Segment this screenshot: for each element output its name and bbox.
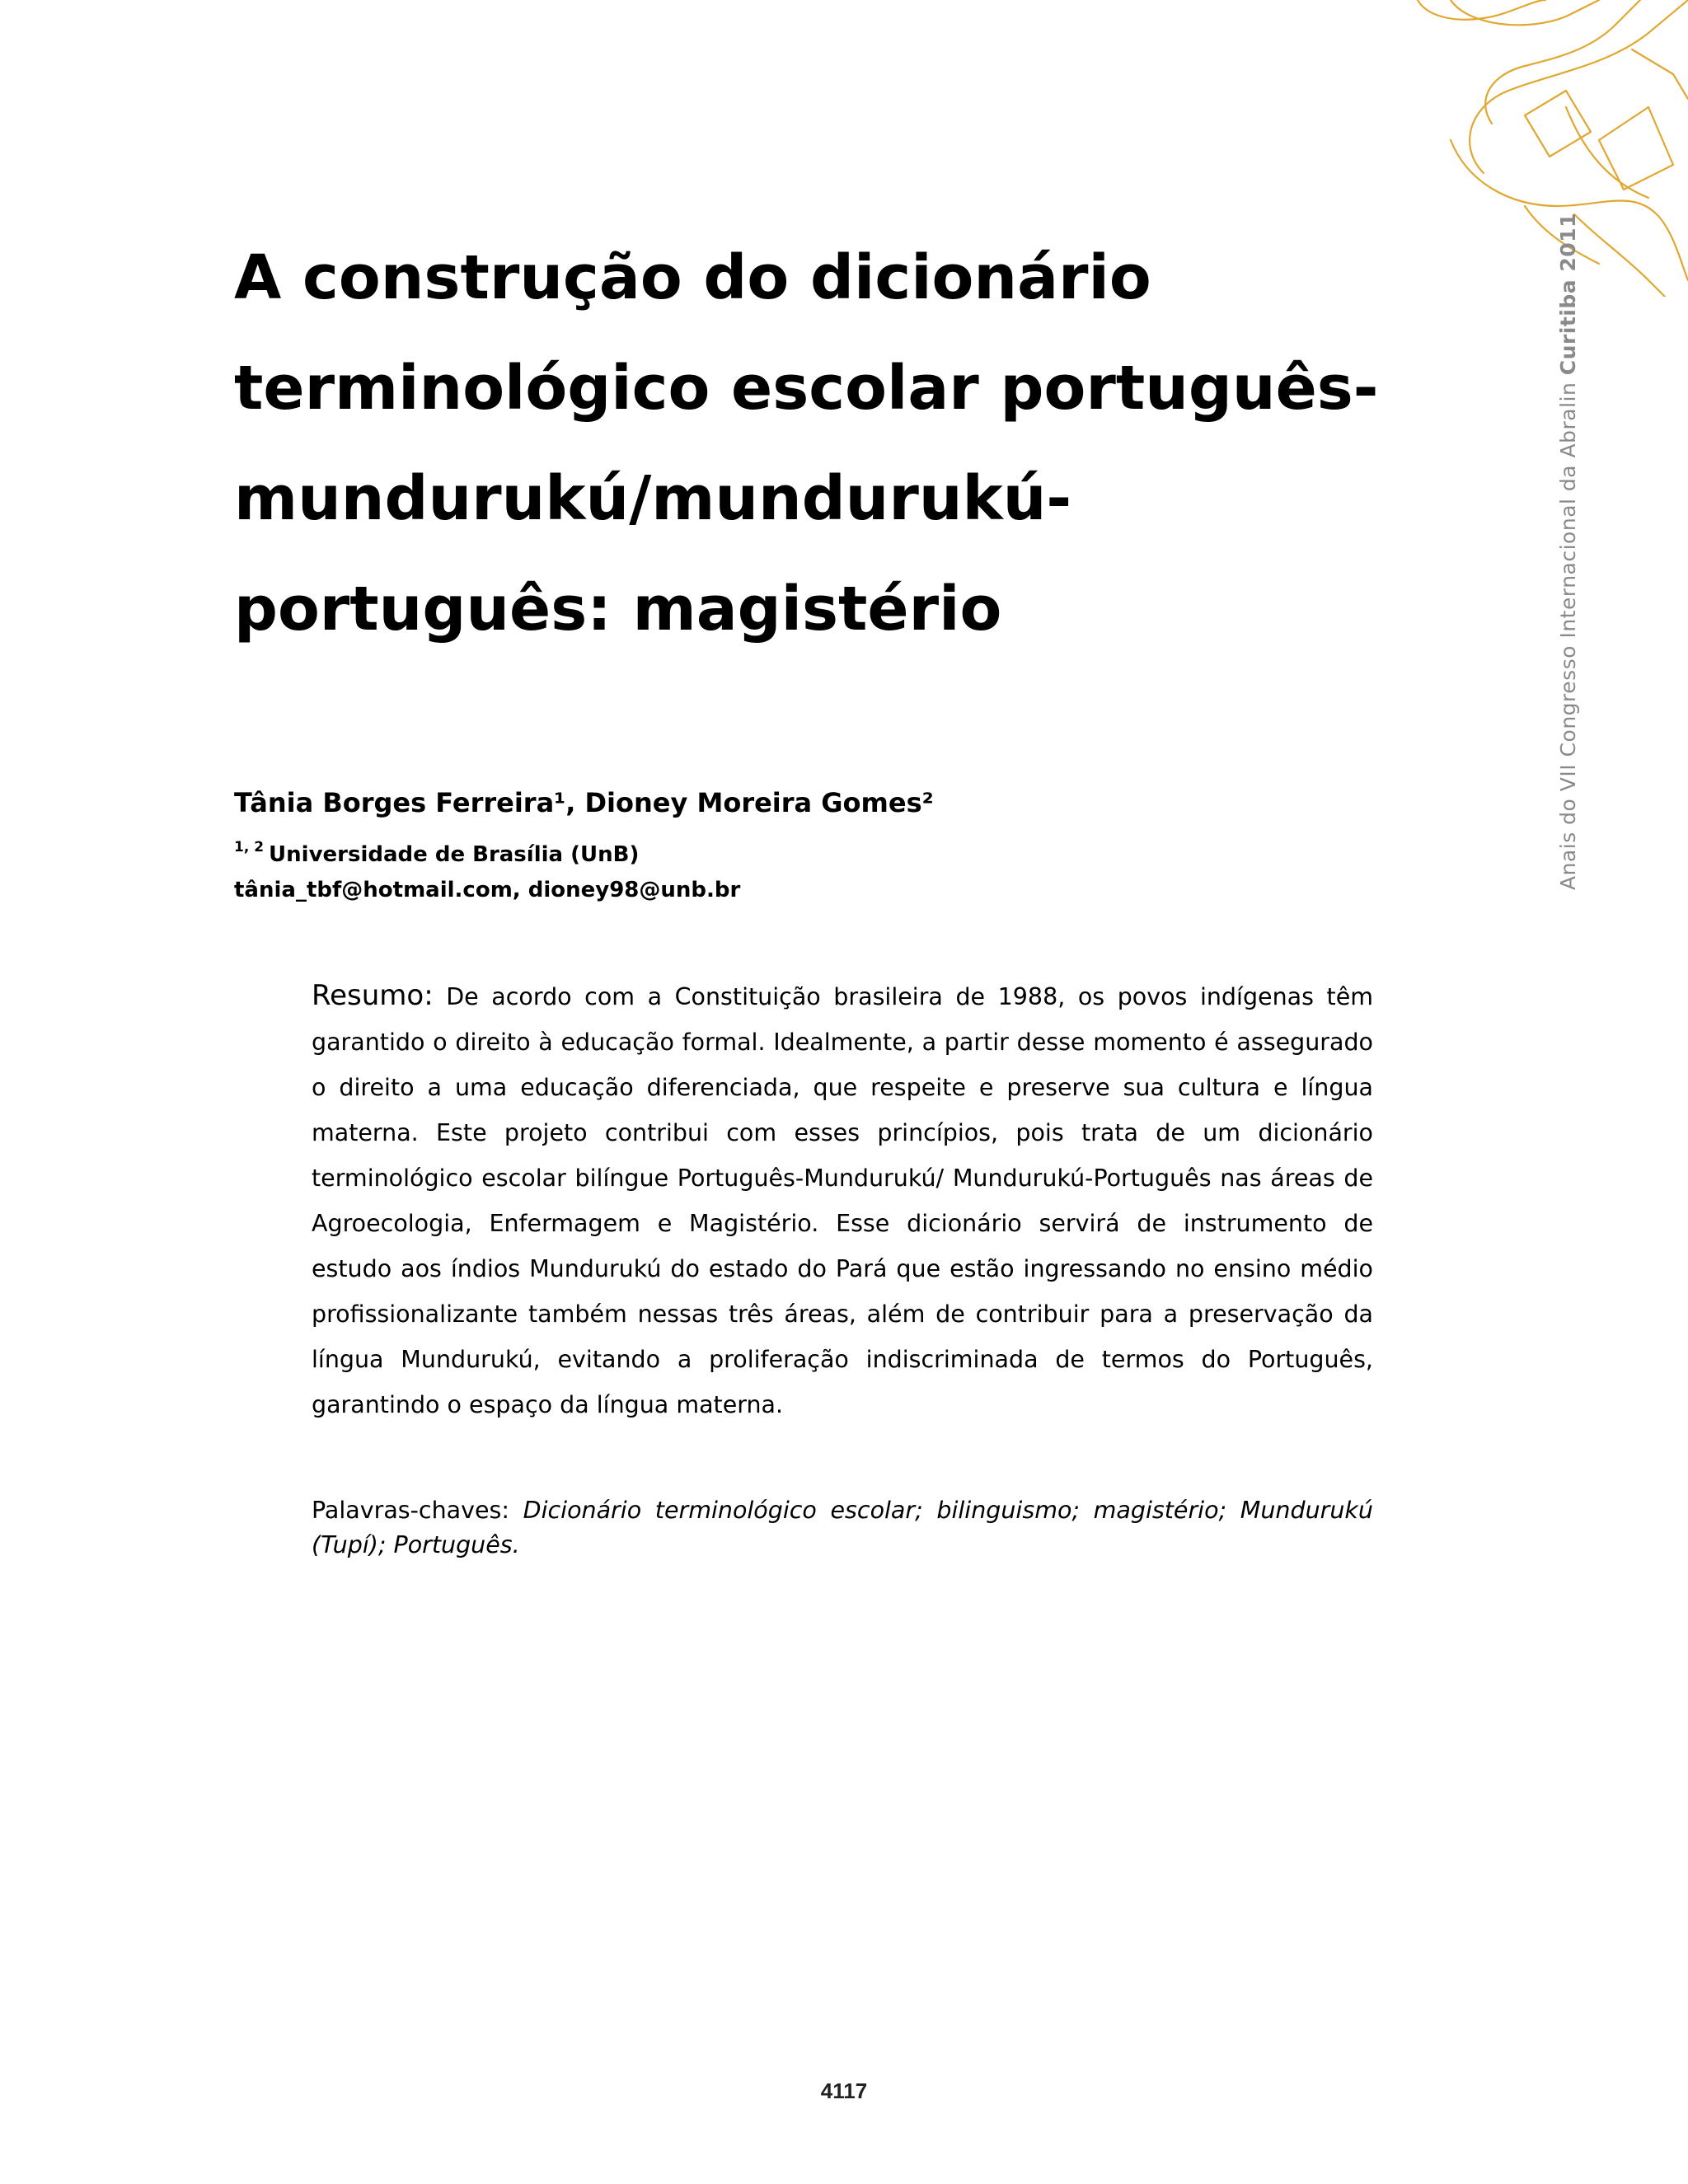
affiliation-line <box>234 831 1388 871</box>
corner-ornament-icon <box>1401 0 1688 297</box>
affiliation-name: Universidade de Brasília (UnB) <box>269 842 640 867</box>
page-number: 4117 <box>820 2079 868 2103</box>
author-emails: tânia_tbf@hotmail.com, dioney98@unb.br <box>234 878 741 902</box>
running-head <box>1556 213 1589 890</box>
paper-title: A construção do dicionário terminológico escolar português-mundurukú/mundurukú-português: magistério <box>234 242 1379 644</box>
keywords-label: Palavras-chaves: <box>312 1497 509 1524</box>
affiliation-marks: 1, 2 <box>234 839 265 855</box>
running-head-text: Anais do VII Congresso Internacional da Abralin <box>1556 382 1580 890</box>
keywords <box>312 1493 1373 1563</box>
paper-authors: Tânia Borges Ferreira¹, Dioney Moreira Gomes² <box>234 787 934 818</box>
running-head-city-year: Curitiba 2011 <box>1556 213 1580 376</box>
abstract-label: Resumo: <box>312 979 434 1012</box>
keywords-list: Dicionário terminológico escolar; bilinguismo; magistério; Mundurukú (Tupí); Português. <box>312 1497 1373 1558</box>
abstract-text: De acordo com a Constituição brasileira de 1988, os povos indígenas têm garantido o direito à educação formal. Idealmente, a partir desse momento é assegurado o direito a uma educação diferenciada, que respeite e preserve sua cultura e língua materna. Este projeto contribui com esses princípios, pois trata de um dicionário terminológico escolar bilíngue Português-Mundurukú/ Mundurukú-Português nas áreas de Agroecologia, Enfermagem e Magistério. Esse dicionário servirá de instrumento de estudo aos índios Mundurukú do estado do Pará que estão ingressando no ensino médio profissionalizante também nessas três áreas, além de contribuir para a preservação da língua Mundurukú, evitando a proliferação indiscriminada de termos do Português, garantindo o espaço da língua materna. <box>312 983 1373 1418</box>
abstract <box>312 973 1373 1427</box>
